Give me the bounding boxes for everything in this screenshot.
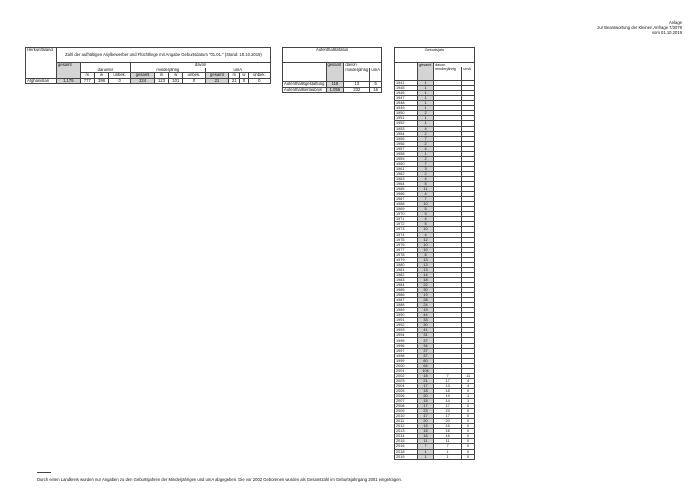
cell: 0 (462, 429, 475, 434)
cell: 15 (418, 399, 434, 404)
birth-year-cell: 1958 (395, 151, 418, 156)
cell: 11 (418, 439, 434, 444)
lbl-davon: davon (131, 63, 271, 68)
birth-year-cell: 1961 (395, 166, 418, 171)
birth-year-cell: 1995 (395, 338, 418, 343)
asylum-seekers-table (25, 47, 271, 84)
birth-year-cell: 2009 (395, 409, 418, 414)
cell: 11 (462, 373, 475, 378)
cell: 0 (462, 409, 475, 414)
t2-lbl-uma: umA (371, 67, 380, 72)
birth-year-cell: 1996 (395, 343, 418, 348)
birth-year-cell: 2016 (395, 444, 418, 449)
birth-year-cell: 1962 (395, 171, 418, 176)
t2-lbl-gesamt: gesamt (326, 63, 344, 68)
t3-lbl-davon: davon (434, 63, 475, 68)
birth-year-cell: 1973 (395, 227, 418, 232)
cell: 7 (434, 373, 462, 378)
cell: 20 (418, 394, 434, 399)
cell: 7 (418, 161, 434, 166)
cell: 4 (418, 217, 434, 222)
t3-lbl-gesamt: gesamt (418, 63, 434, 68)
cell: 17 (418, 414, 434, 419)
birth-year-cell: 2014 (395, 434, 418, 439)
t3-lbl-minderjaehrig: minderjährig (434, 67, 462, 71)
cell: 16 (370, 87, 382, 93)
cell: 0 (462, 404, 475, 409)
cell: 17 (418, 404, 434, 409)
birth-year-cell: 2003 (395, 378, 418, 383)
cell: 5 (370, 82, 382, 88)
cell: 5 (418, 222, 434, 227)
cell: 1 (418, 449, 434, 454)
birth-year-cell: 1959 (395, 156, 418, 161)
birth-year-cell: 2015 (395, 439, 418, 444)
cell: 20 (418, 419, 434, 424)
table3-title: Geburtsjahr (395, 48, 475, 63)
cell: 21 (418, 378, 434, 383)
cell: 104 (418, 368, 434, 373)
birth-year-cell: 2012 (395, 424, 418, 429)
birth-year-cell: 1969 (395, 207, 418, 212)
birth-year-cell: 1983 (395, 277, 418, 282)
document-header (597, 20, 682, 35)
cell: 16 (434, 429, 462, 434)
lbl-gesamt-minderj: gesamt (131, 73, 155, 79)
birth-year-cell: 1963 (395, 176, 418, 181)
lbl-gesamt-uma: gesamt (205, 73, 229, 79)
lbl-w-uma: w (240, 73, 249, 79)
cell: 13 (418, 262, 434, 267)
cell: 10 (418, 202, 434, 207)
cell: 398 (94, 78, 108, 84)
cell: 4 (462, 383, 475, 388)
birth-year-cell: 2008 (395, 404, 418, 409)
birth-year-table (394, 47, 475, 460)
footnote-divider (37, 472, 51, 473)
birth-year-cell: 1970 (395, 212, 418, 217)
birth-year-cell: 2007 (395, 399, 418, 404)
birth-year-cell: 1986 (395, 293, 418, 298)
header-line-3: vom 01.10.2019 (651, 30, 682, 35)
birth-year-cell: 2019 (395, 454, 418, 459)
cell: 21 (205, 78, 229, 84)
cell: 19 (434, 394, 462, 399)
cell: 0 (462, 439, 475, 444)
cell: 37 (418, 353, 434, 358)
birth-year-cell: 1988 (395, 303, 418, 308)
cell: 9 (418, 212, 434, 217)
cell: 1 (418, 151, 434, 156)
birth-year-cell: 1965 (395, 187, 418, 192)
birth-year-cell: 1967 (395, 197, 418, 202)
t2-lbl-minderjaehrig: minderjährig (345, 67, 369, 72)
cell: 37 (418, 348, 434, 353)
cell: 0 (462, 414, 475, 419)
cell: 7 (418, 197, 434, 202)
cell: 33 (418, 318, 434, 323)
birth-year-cell: 1960 (395, 161, 418, 166)
cell: 2 (418, 141, 434, 146)
cell: 11 (434, 439, 462, 444)
birth-year-cell: 1998 (395, 353, 418, 358)
birth-year-cell: 1994 (395, 333, 418, 338)
cell: 16 (418, 429, 434, 434)
cell: 8 (418, 252, 434, 257)
cell: 18 (418, 373, 434, 378)
cell: 7 (418, 444, 434, 449)
cell: 12 (418, 237, 434, 242)
cell: 2 (418, 131, 434, 136)
birth-year-cell: 1951 (395, 116, 418, 121)
cell: 232 (344, 87, 370, 93)
cell: 0 (109, 78, 131, 84)
birth-year-cell: 1972 (395, 222, 418, 227)
birth-year-cell: 1979 (395, 257, 418, 262)
cell: 0 (462, 434, 475, 439)
cell: 17 (418, 383, 434, 388)
birth-year-cell: 1941 (395, 81, 418, 86)
cell: 1 (462, 399, 475, 404)
cell: 34 (418, 343, 434, 348)
birth-year-cell: 1968 (395, 202, 418, 207)
cell: 101 (169, 78, 183, 84)
birth-year-cell: 1992 (395, 323, 418, 328)
cell: 30 (418, 288, 434, 293)
cell: 20 (434, 419, 462, 424)
cell: 0 (462, 424, 475, 429)
cell: 15 (418, 424, 434, 429)
cell: 224 (131, 78, 155, 84)
birth-year-cell: 1975 (395, 237, 418, 242)
birth-year-cell: 2013 (395, 429, 418, 434)
cell: 10 (418, 247, 434, 252)
cell: 1 (434, 454, 462, 459)
cell: 1 (418, 116, 434, 121)
cell: 1.055 (326, 87, 344, 93)
birth-year-cell: 1978 (395, 252, 418, 257)
birth-year-cell: 1985 (395, 288, 418, 293)
birth-year-cell: 1946 (395, 91, 418, 96)
cell: 1 (462, 394, 475, 399)
header-line-1: Anlage (668, 20, 682, 25)
birth-year-cell: 1966 (395, 192, 418, 197)
cell: 1 (434, 449, 462, 454)
lbl-darunter: darunter (80, 68, 131, 73)
birth-year-cell: 1991 (395, 318, 418, 323)
cell: 2 (418, 156, 434, 161)
cell: 24 (418, 303, 434, 308)
cell: 17 (434, 404, 462, 409)
col-herkunftsland: Herkunftsland (26, 48, 57, 79)
cell: 18 (434, 388, 462, 393)
t2-lbl-davon: davon (344, 63, 382, 68)
cell: 0 (248, 78, 270, 84)
cell: 13 (418, 257, 434, 262)
birth-year-cell: 1984 (395, 282, 418, 287)
table2-title: Aufenthaltsstatus (283, 48, 382, 63)
lbl-w: w (94, 73, 108, 79)
row-herkunftsland: Afghanistan (26, 78, 57, 84)
birth-year-cell: 1997 (395, 348, 418, 353)
cell: 22 (418, 282, 434, 287)
cell: 16 (434, 434, 462, 439)
lbl-w-minderj: w (169, 73, 183, 79)
cell: 118 (326, 82, 344, 88)
row-label: Aufenthaltserlaubnis (283, 87, 327, 93)
cell: 3 (418, 166, 434, 171)
birth-year-cell: 2011 (395, 419, 418, 424)
birth-year-cell: 1949 (395, 106, 418, 111)
cell: 777 (80, 78, 94, 84)
birth-year-cell: 1954 (395, 131, 418, 136)
birth-year-cell: 2010 (395, 414, 418, 419)
birth-year-cell: 1993 (395, 328, 418, 333)
birth-year-cell: 2005 (395, 388, 418, 393)
cell: 0 (462, 419, 475, 424)
cell: 1 (418, 91, 434, 96)
residence-status-table (282, 47, 382, 93)
cell: 1.175 (56, 78, 80, 84)
birth-year-cell: 1971 (395, 217, 418, 222)
cell: 4 (418, 192, 434, 197)
birth-year-cell: 1982 (395, 272, 418, 277)
header-line-2: zur Beantwortung der Kleinen Anfrage 7/3079 (597, 25, 682, 30)
lbl-gesamt: gesamt (56, 63, 80, 68)
cell: 4 (418, 176, 434, 181)
cell: 18 (418, 388, 434, 393)
table-row (26, 78, 271, 84)
cell: 0 (240, 78, 249, 84)
table-row (283, 87, 382, 93)
cell: 16 (418, 434, 434, 439)
footnote: Durch einen Landkreis wurden nur Angaben zu den Geburtsjahren der Minderjährigen und umA abgegeben. Die vor 2002 Geborenen wurden als Gesamtzahl im Geburtsjahrgang 2001 eingetragen. (37, 477, 403, 482)
lbl-m-minderj: m (154, 73, 168, 79)
cell: 123 (154, 78, 168, 84)
lbl-minderjaehrig: minderjährig (131, 68, 205, 73)
birth-year-cell: 1980 (395, 262, 418, 267)
birth-year-cell: 1977 (395, 247, 418, 252)
cell: 7 (418, 136, 434, 141)
cell: 4 (418, 232, 434, 237)
cell: 14 (434, 399, 462, 404)
cell: 0 (462, 449, 475, 454)
birth-year-cell: 1952 (395, 121, 418, 126)
cell: 10 (418, 242, 434, 247)
lbl-unbek: unbek. (109, 73, 131, 79)
cell: 1 (418, 86, 434, 91)
cell: 17 (434, 378, 462, 383)
birth-year-cell: 1987 (395, 298, 418, 303)
table-row (395, 454, 475, 459)
cell: 4 (418, 126, 434, 131)
birth-year-cell: 1953 (395, 126, 418, 131)
cell: 1 (418, 101, 434, 106)
lbl-m-uma: m (229, 73, 240, 79)
cell: 44 (418, 313, 434, 318)
t3-lbl-uma: umA (462, 67, 475, 71)
lbl-unbek-minderj: unbek. (183, 73, 205, 79)
cell: 14 (418, 272, 434, 277)
birth-year-cell: 1999 (395, 358, 418, 363)
birth-year-cell: 1989 (395, 308, 418, 313)
cell: 21 (229, 78, 240, 84)
cell: 18 (418, 277, 434, 282)
lbl-m: m (80, 73, 94, 79)
birth-year-cell: 1955 (395, 136, 418, 141)
cell: 23 (434, 409, 462, 414)
cell: 1 (418, 106, 434, 111)
cell: 19 (418, 308, 434, 313)
cell: 17 (434, 414, 462, 419)
cell: 13 (344, 82, 370, 88)
birth-year-cell: 1957 (395, 146, 418, 151)
birth-year-cell: 2000 (395, 363, 418, 368)
lbl-uma: umA (205, 68, 270, 73)
birth-year-cell: 1947 (395, 96, 418, 101)
birth-year-cell: 1964 (395, 182, 418, 187)
cell: 1 (418, 96, 434, 101)
cell: 2 (418, 171, 434, 176)
birth-year-cell: 2006 (395, 394, 418, 399)
cell: 13 (434, 383, 462, 388)
cell: 4 (462, 378, 475, 383)
cell: 1 (418, 454, 434, 459)
birth-year-cell: 2018 (395, 449, 418, 454)
cell: 0 (462, 388, 475, 393)
cell: 64 (418, 363, 434, 368)
cell: 5 (418, 182, 434, 187)
cell: 1 (418, 121, 434, 126)
birth-year-cell: 1981 (395, 267, 418, 272)
cell: 23 (418, 409, 434, 414)
cell: 60 (418, 358, 434, 363)
birth-year-cell: 1976 (395, 242, 418, 247)
birth-year-cell: 1945 (395, 86, 418, 91)
lbl-unbek-uma: unbek. (248, 73, 270, 79)
cell: 4 (418, 146, 434, 151)
row-label: Aufenthaltsgestattung (284, 81, 325, 87)
cell: 0 (462, 454, 475, 459)
cell: 30 (418, 323, 434, 328)
cell: 13 (418, 267, 434, 272)
cell: 41 (418, 328, 434, 333)
cell: 10 (418, 227, 434, 232)
cell: 0 (462, 444, 475, 449)
cell: 19 (418, 293, 434, 298)
cell: 2 (418, 111, 434, 116)
birth-year-cell: 2004 (395, 383, 418, 388)
cell: 1 (418, 81, 434, 86)
cell: 5 (418, 207, 434, 212)
cell: 7 (434, 444, 462, 449)
cell: 28 (418, 298, 434, 303)
cell: 15 (434, 424, 462, 429)
birth-year-cell: 2001 (395, 368, 418, 373)
birth-year-cell: 1990 (395, 313, 418, 318)
table1-title: Zahl der aufhältigen Asylbewerber und Flüchtlinge mit Angabe Geburtsdatum "01.01." (Stand: 15.10.2019) (56, 48, 270, 63)
birth-year-cell: 1950 (395, 111, 418, 116)
cell: 11 (418, 187, 434, 192)
birth-year-cell: 1974 (395, 232, 418, 237)
birth-year-cell: 1948 (395, 101, 418, 106)
cell: 0 (183, 78, 205, 84)
birth-year-cell: 2002 (395, 373, 418, 378)
birth-year-cell: 1956 (395, 141, 418, 146)
cell: 31 (418, 333, 434, 338)
cell: 37 (418, 338, 434, 343)
